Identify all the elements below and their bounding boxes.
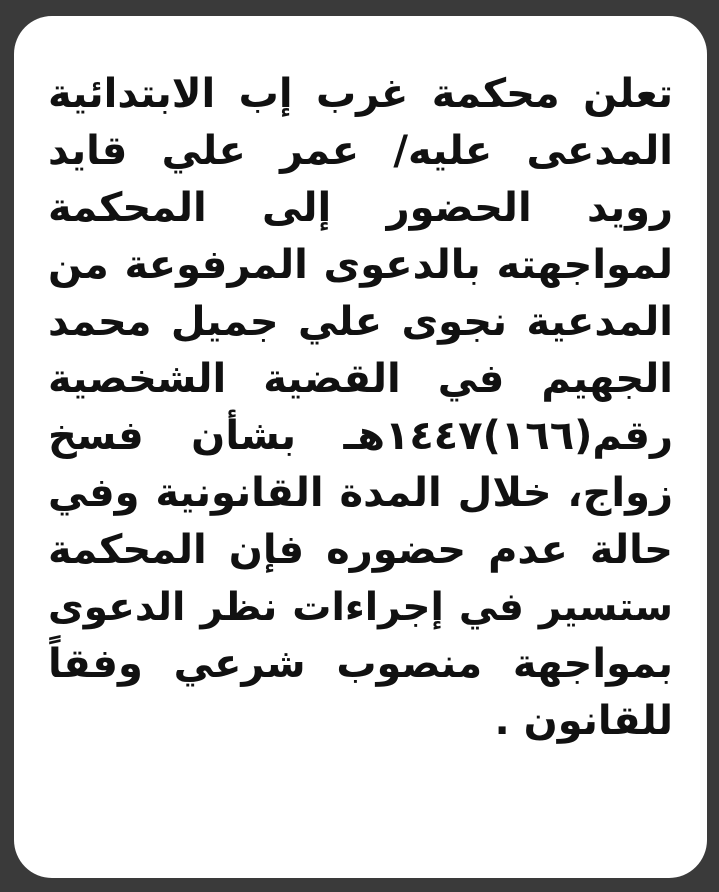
notice-line-5: المدعية نجوى علي جميل محمد xyxy=(48,299,673,345)
notice-line-7: رقم(١٦٦)١٤٤٧هـ بشأن فسخ xyxy=(48,413,673,459)
notice-line-1: تعلن محكمة غرب إب الابتدائية xyxy=(48,71,673,117)
bottom-strip xyxy=(0,878,719,892)
notice-line-6: الجهيم في القضية الشخصية xyxy=(48,356,673,402)
notice-body xyxy=(48,66,673,750)
notice-line-3: رويد الحضور إلى المحكمة xyxy=(48,185,673,231)
notice-line-12: للقانون . xyxy=(494,698,673,744)
notice-line-2: المدعى عليه/ عمر علي قايد xyxy=(48,128,673,174)
notice-frame xyxy=(14,16,707,878)
notice-line-9: حالة عدم حضوره فإن المحكمة xyxy=(48,527,673,573)
notice-line-4: لمواجهته بالدعوى المرفوعة من xyxy=(48,242,673,288)
notice-line-8: زواج، خلال المدة القانونية وفي xyxy=(48,470,673,516)
notice-line-10: ستسير في إجراءات نظر الدعوى xyxy=(48,585,673,630)
notice-line-11: بمواجهة منصوب شرعي وفقاً xyxy=(48,641,673,687)
